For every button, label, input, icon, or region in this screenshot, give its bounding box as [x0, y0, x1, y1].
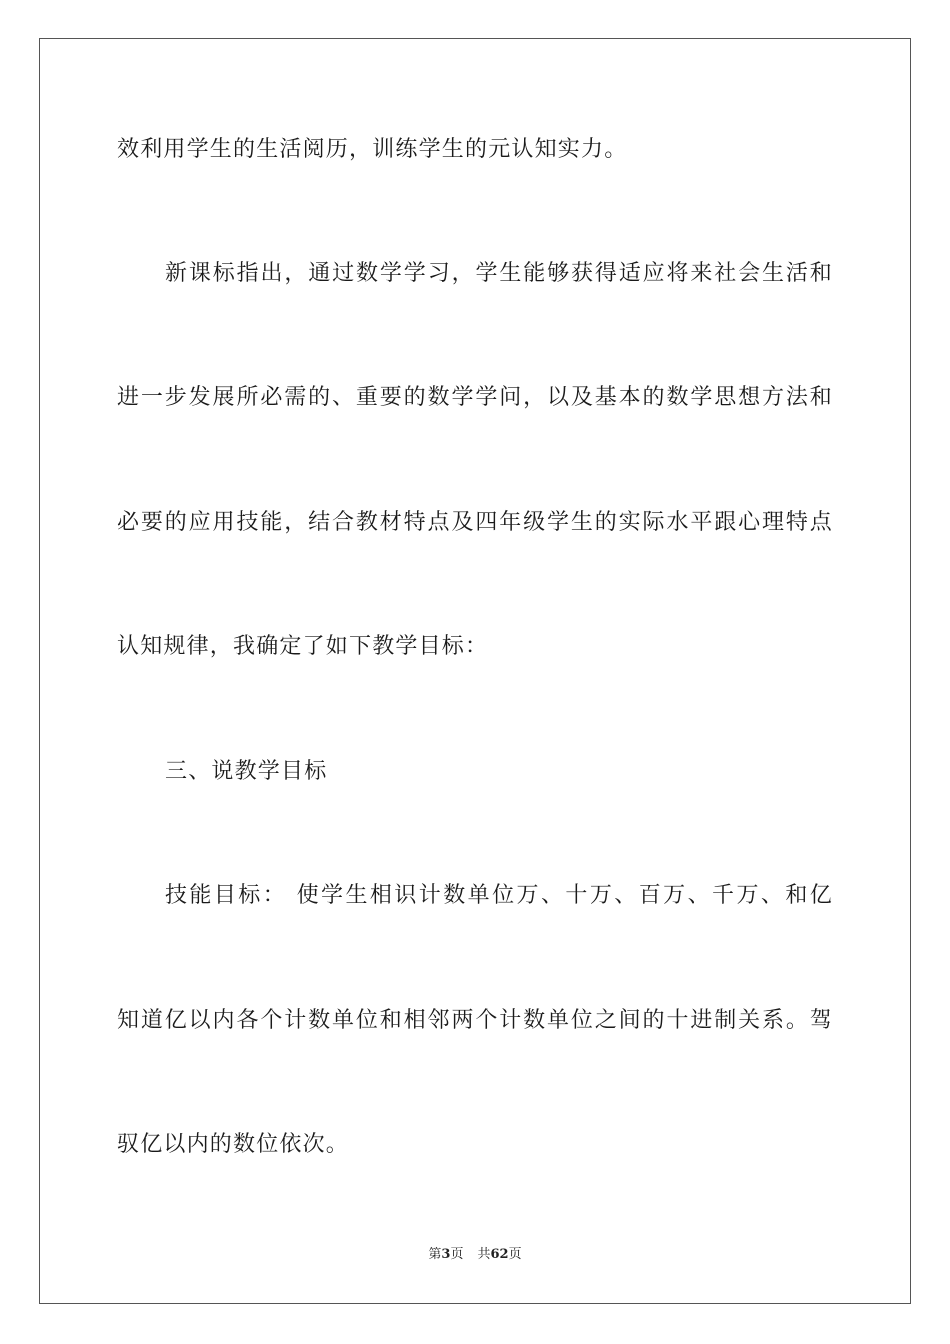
footer-total-suffix: 页 [508, 1247, 522, 1262]
footer-total-prefix: 共 [477, 1247, 491, 1262]
footer-total-pages: 62 [490, 1247, 509, 1262]
body-line-9: 驭亿以内的数位依次。 [117, 1132, 350, 1157]
body-line-2: 新课标指出，通过数学学习，学生能够获得适应将来社会生活和 [165, 261, 833, 286]
body-line-3: 进一步发展所必需的、重要的数学学问，以及基本的数学思想方法和 [117, 385, 833, 410]
footer-page-suffix: 页 [450, 1247, 464, 1262]
page-footer [0, 1246, 950, 1264]
body-line-5: 认知规律，我确定了如下教学目标： [117, 634, 489, 659]
footer-page-prefix: 第 [428, 1247, 442, 1262]
body-line-8: 知道亿以内各个计数单位和相邻两个计数单位之间的十进制关系。驾 [117, 1008, 833, 1033]
footer-page-number: 3 [441, 1247, 451, 1262]
page-frame [39, 38, 911, 1304]
section-heading: 三、说教学目标 [165, 759, 328, 784]
body-line-4: 必要的应用技能，结合教材特点及四年级学生的实际水平跟心理特点 [117, 510, 833, 535]
body-line-1: 效利用学生的生活阅历，训练学生的元认知实力。 [117, 137, 628, 162]
body-line-7: 技能目标： 使学生相识计数单位万、十万、百万、千万、和亿 [165, 883, 833, 908]
